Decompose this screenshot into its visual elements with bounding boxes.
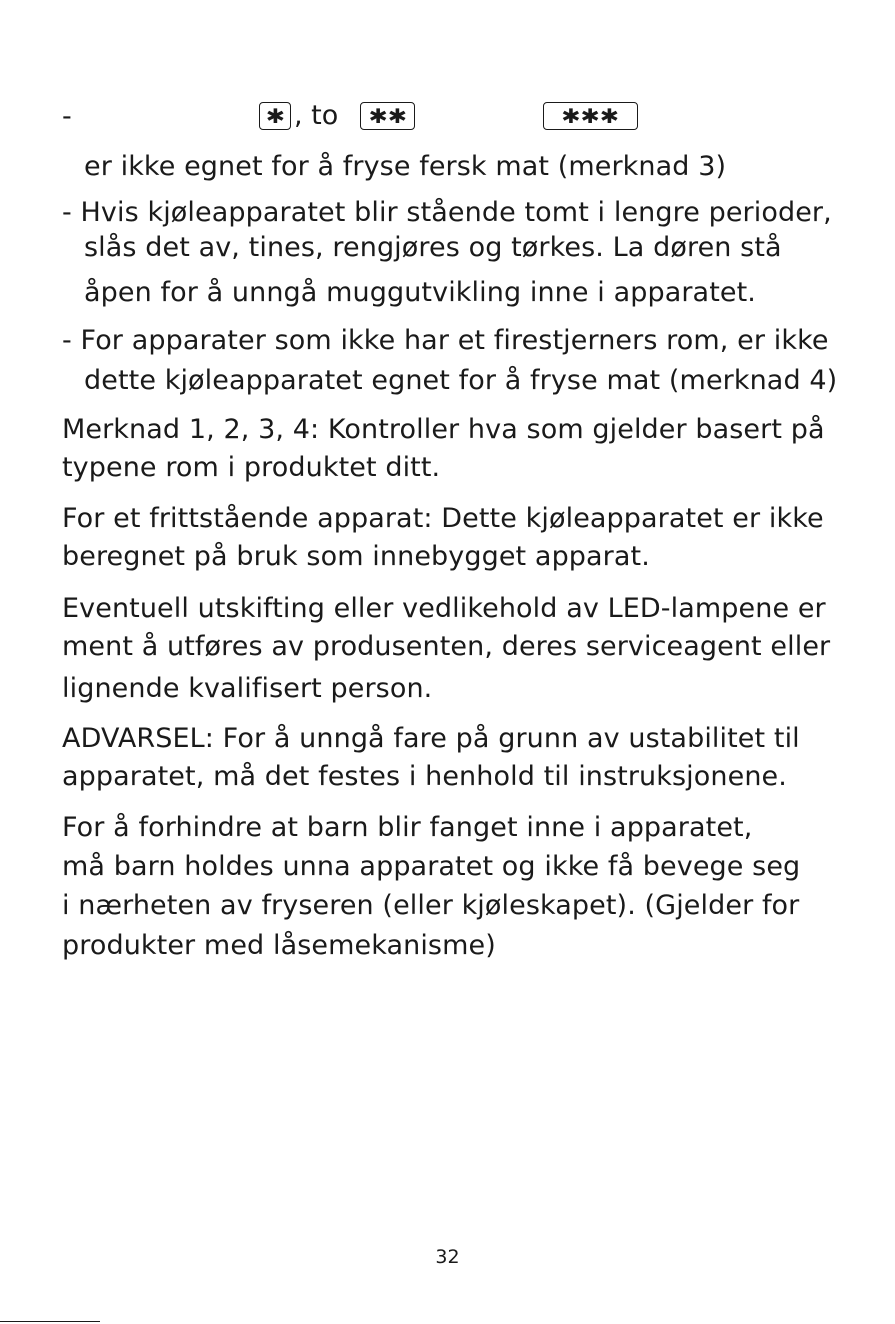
text-line: apparatet, må det festes i henhold til instruksjonene. bbox=[62, 761, 787, 792]
text-line: Eventuell utskifting eller vedlikehold av LED-lampene er bbox=[62, 593, 826, 624]
star-icon: ✱✱ bbox=[368, 104, 407, 128]
page-number: 32 bbox=[435, 1246, 460, 1268]
text-line: For et frittstående apparat: Dette kjøleapparatet er ikke bbox=[62, 503, 824, 534]
text-line: ment å utføres av produsenten, deres serviceagent eller bbox=[62, 631, 831, 662]
text-line: - For apparater som ikke har et firestjerners rom, er ikke bbox=[62, 325, 829, 356]
text-line: Merknad 1, 2, 3, 4: Kontroller hva som gjelder basert på bbox=[62, 414, 825, 445]
text-line: - Hvis kjøleapparatet blir stående tomt i lengre perioder, bbox=[62, 197, 832, 228]
three-star-box bbox=[543, 102, 638, 130]
one-star-box bbox=[259, 102, 291, 130]
two-star-box bbox=[360, 102, 415, 130]
text-line: lignende kvalifisert person. bbox=[62, 673, 433, 704]
bullet-dash: - bbox=[62, 101, 72, 132]
text-line: typene rom i produktet ditt. bbox=[62, 452, 441, 483]
star-icon: ✱ bbox=[265, 104, 285, 128]
text-line: beregnet på bruk som innebygget apparat. bbox=[62, 541, 650, 572]
text-line: For å forhindre at barn blir fanget inne i apparatet, bbox=[62, 812, 753, 843]
text-line: ADVARSEL: For å unngå fare på grunn av ustabilitet til bbox=[62, 723, 800, 754]
footer-rule bbox=[0, 1321, 100, 1322]
text-line: åpen for å unngå muggutvikling inne i apparatet. bbox=[84, 277, 756, 308]
text-line: er ikke egnet for å fryse fersk mat (merknad 3) bbox=[84, 151, 727, 182]
star-icon: ✱✱✱ bbox=[561, 104, 620, 128]
text-line: i nærheten av fryseren (eller kjøleskapet). (Gjelder for bbox=[62, 890, 800, 921]
text-line: dette kjøleapparatet egnet for å fryse mat (merknad 4) bbox=[84, 365, 838, 396]
text-line: slås det av, tines, rengjøres og tørkes. La døren stå bbox=[84, 232, 782, 263]
text-line: produkter med låsemekanisme) bbox=[62, 930, 496, 961]
text-line: må barn holdes unna apparatet og ikke få bevege seg bbox=[62, 851, 801, 882]
sep-text: , to bbox=[294, 100, 339, 131]
